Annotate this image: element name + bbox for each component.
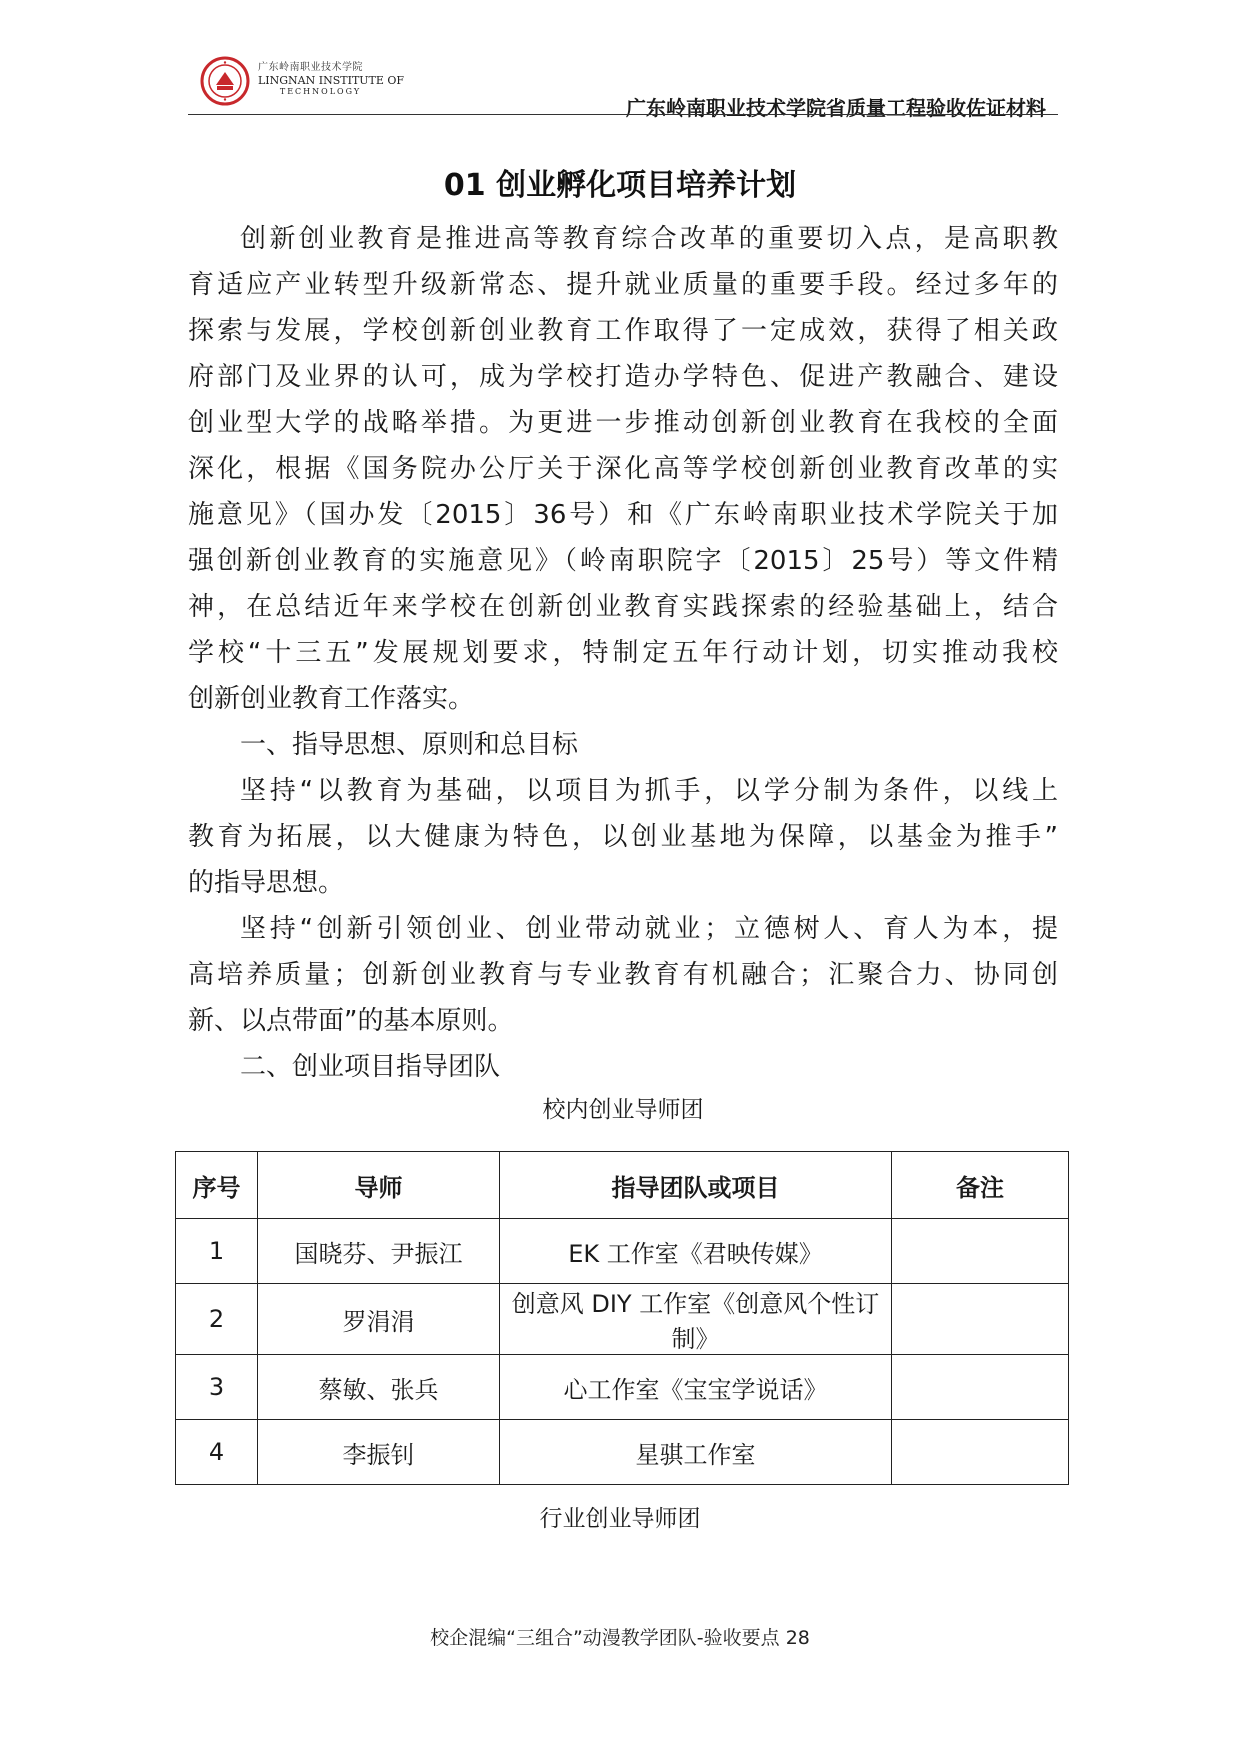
text-line: 神，在总结近年来学校在创新创业教育实践探索的经验基础上，结合: [188, 592, 1058, 622]
col-header-team: 指导团队或项目: [500, 1152, 892, 1219]
page-header: [188, 50, 1058, 120]
cell-team: 心工作室《宝宝学说话》: [500, 1355, 892, 1420]
cell-index: 3: [176, 1355, 258, 1420]
cell-team: 星骐工作室: [500, 1420, 892, 1485]
text-line: 创新创业教育是推进高等教育综合改革的重要切入点，是高职教: [240, 224, 1058, 254]
table-header-row: [176, 1152, 1069, 1219]
text-line: 施意见》（国办发〔2015〕36号）和《广东岭南职业技术学院关于加: [188, 500, 1058, 530]
text-line: 新、以点带面”的基本原则。: [188, 1006, 514, 1036]
text-line: 坚持“以教育为基础，以项目为抓手，以学分制为条件，以线上: [240, 776, 1058, 806]
text-line: 的指导思想。: [188, 868, 345, 898]
intro-paragraph: [188, 216, 1058, 722]
col-header-mentor: 导师: [258, 1152, 500, 1219]
text-line: 学校“十三五”发展规划要求，特制定五年行动计划，切实推动我校: [188, 638, 1058, 668]
cell-mentor: 国晓芬、尹振江: [258, 1219, 500, 1284]
table-row: [176, 1219, 1069, 1284]
college-seal-icon: [200, 56, 250, 106]
principle-paragraph: [188, 906, 1058, 1044]
cell-remarks: [892, 1219, 1069, 1284]
text-line: 深化，根据《国务院办公厅关于深化高等学校创新创业教育改革的实: [188, 454, 1058, 484]
cell-remarks: [892, 1420, 1069, 1485]
table-row: [176, 1355, 1069, 1420]
cell-index: 1: [176, 1219, 258, 1284]
cell-mentor: 蔡敏、张兵: [258, 1355, 500, 1420]
text-line: 高培养质量；创新创业教育与专业教育有机融合；汇聚合力、协同创: [188, 960, 1058, 990]
cell-team: 创意风 DIY 工作室《创意风个性订制》: [500, 1284, 892, 1355]
text-line: 育适应产业转型升级新常态、提升就业质量的重要手段。经过多年的: [188, 270, 1058, 300]
text-line: 教育为拓展，以大健康为特色，以创业基地为保障，以基金为推手”: [188, 822, 1058, 852]
col-header-remarks: 备注: [892, 1152, 1069, 1219]
text-line: 探索与发展，学校创新创业教育工作取得了一定成效，获得了相关政: [188, 316, 1058, 346]
table-row: [176, 1284, 1069, 1355]
logo-en: LINGNAN INSTITUTE OF: [258, 74, 405, 87]
document-body: [188, 216, 1058, 1130]
logo-cn: 广东岭南职业技术学院: [258, 62, 363, 73]
cell-mentor: 罗涓涓: [258, 1284, 500, 1355]
cell-mentor: 李振钊: [258, 1420, 500, 1485]
text-line: 强创新创业教育的实施意见》（岭南职院字〔2015〕25号）等文件精: [188, 546, 1058, 576]
cell-remarks: [892, 1355, 1069, 1420]
cell-remarks: [892, 1284, 1069, 1355]
cell-index: 2: [176, 1284, 258, 1355]
cell-team: EK 工作室《君映传媒》: [500, 1219, 892, 1284]
cell-index: 4: [176, 1420, 258, 1485]
mentor-table: [175, 1151, 1069, 1485]
header-divider: [188, 114, 1058, 115]
text-line: 府部门及业界的认可，成为学校打造办学特色、促进产教融合、建设: [188, 362, 1058, 392]
logo-en-2: TECHNOLOGY: [279, 87, 362, 96]
guiding-paragraph: [188, 768, 1058, 906]
table2-caption: 行业创业导师团: [539, 1506, 701, 1532]
col-header-index: 序号: [176, 1152, 258, 1219]
header-doc-title: 广东岭南职业技术学院省质量工程验收佐证材料: [626, 96, 1046, 120]
logo-text: [258, 58, 404, 96]
section-heading-2: 二、创业项目指导团队: [240, 1052, 501, 1082]
page-title: 01 创业孵化项目培养计划: [443, 168, 797, 203]
text-line: 创业型大学的战略举措。为更进一步推动创新创业教育在我校的全面: [188, 408, 1058, 438]
table-caption: 校内创业导师团: [542, 1097, 704, 1123]
text-line: 坚持“创新引领创业、创业带动就业；立德树人、育人为本，提: [240, 914, 1058, 944]
table-row: [176, 1420, 1069, 1485]
page-footer: 校企混编“三组合”动漫教学团队-验收要点 28: [430, 1627, 810, 1649]
section-heading-1: 一、指导思想、原则和总目标: [240, 730, 579, 760]
text-line: 创新创业教育工作落实。: [188, 684, 475, 714]
